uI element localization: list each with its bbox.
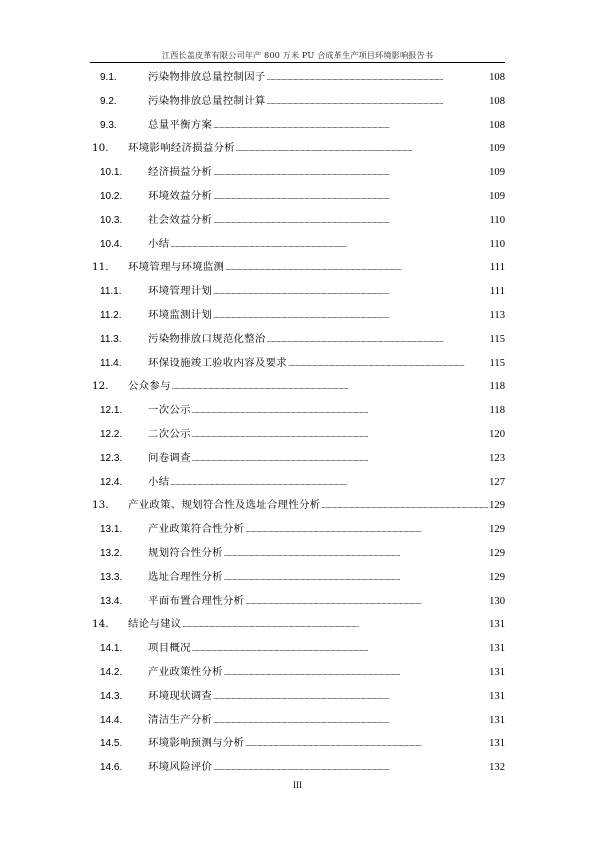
toc-entry-page: 115	[489, 357, 505, 369]
toc-entry[interactable]	[90, 496, 505, 514]
toc-entry[interactable]	[90, 711, 505, 729]
toc-entry-title[interactable]: 公众参与	[128, 380, 171, 393]
toc-dot-leader	[213, 214, 488, 226]
toc-entry-number: 13.4.	[100, 595, 123, 607]
toc-entry[interactable]	[90, 377, 505, 395]
toc-entry[interactable]	[90, 306, 505, 324]
toc-entry-title[interactable]: 平面布置合理性分析	[148, 594, 245, 607]
toc-entry[interactable]	[90, 449, 505, 467]
toc-entry-number: 12.3.	[100, 452, 123, 464]
toc-entry-number: 9.3.	[100, 119, 117, 131]
toc-dot-leader	[213, 761, 488, 773]
toc-entry-title[interactable]: 小结	[148, 475, 170, 488]
toc-entry-title[interactable]: 环境监测计划	[148, 309, 213, 321]
toc-entry[interactable]	[90, 68, 505, 86]
toc-dot-leader	[192, 452, 488, 464]
toc-dot-leader	[182, 618, 488, 630]
toc-dot-leader	[267, 95, 489, 107]
toc-entry-title[interactable]: 小结	[148, 237, 170, 250]
toc-entry[interactable]	[90, 92, 505, 110]
toc-entry-number: 14.5.	[100, 738, 123, 750]
toc-entry-number: 11.2.	[100, 310, 122, 321]
toc-entry-number: 14.6.	[100, 762, 123, 774]
toc-dot-leader	[213, 119, 488, 131]
toc-entry[interactable]	[90, 187, 505, 205]
toc-entry-page: 130	[489, 595, 505, 607]
toc-entry-page: 129	[489, 571, 505, 583]
toc-dot-leader	[192, 642, 488, 654]
toc-entry[interactable]	[90, 639, 505, 657]
toc-entry-title[interactable]: 项目概况	[148, 642, 191, 655]
toc-entry-number: 10.4.	[100, 238, 123, 250]
toc-entry-number: 14.3.	[100, 690, 123, 702]
toc-entry[interactable]	[90, 258, 505, 276]
toc-dot-leader	[224, 547, 488, 559]
toc-dot-leader	[225, 261, 489, 273]
toc-dot-leader	[245, 737, 488, 749]
toc-dot-leader	[245, 523, 488, 535]
toc-entry-page: 109	[489, 143, 505, 155]
toc-entry-page: 131	[489, 667, 505, 678]
header-rule	[90, 62, 505, 63]
toc-entry-number: 10.	[92, 142, 109, 155]
toc-entry-title[interactable]: 污染物排放总量控制计算	[148, 94, 266, 107]
toc-entry[interactable]	[90, 592, 505, 610]
toc-entry-title[interactable]: 社会效益分析	[148, 213, 213, 226]
toc-entry-title[interactable]: 环境影响经济损益分析	[128, 142, 235, 155]
page-number: III	[293, 780, 302, 790]
toc-dot-leader	[170, 476, 488, 488]
toc-entry[interactable]	[90, 568, 505, 586]
toc-entry[interactable]	[90, 758, 505, 776]
toc-entry[interactable]	[90, 687, 505, 705]
toc-entry-number: 11.	[92, 261, 109, 274]
toc-dot-leader	[170, 238, 488, 250]
toc-entry[interactable]	[90, 139, 505, 157]
toc-entry-page: 113	[489, 310, 505, 321]
toc-entry-number: 13.1.	[100, 524, 123, 536]
toc-entry[interactable]	[90, 734, 505, 752]
toc-entry-number: 13.2.	[100, 548, 123, 559]
toc-dot-leader	[213, 190, 488, 202]
toc-entry-number: 14.1.	[100, 643, 123, 655]
toc-dot-leader	[213, 309, 488, 321]
toc-entry-title[interactable]: 环保设施竣工验收内容及要求	[148, 356, 287, 369]
toc-entry-title[interactable]: 产业政策、规划符合性及选址合理性分析	[128, 499, 321, 512]
toc-entry-title[interactable]: 产业政策性分析	[148, 666, 223, 678]
toc-entry-title[interactable]: 环境现状调查	[148, 689, 213, 702]
toc-entry-title[interactable]: 产业政策符合性分析	[148, 523, 245, 536]
toc-entry[interactable]	[90, 615, 505, 633]
toc-entry-number: 13.	[92, 499, 109, 512]
toc-entry-title[interactable]: 经济损益分析	[148, 166, 213, 179]
toc-entry[interactable]	[90, 354, 505, 372]
toc-entry-page: 118	[489, 381, 505, 393]
toc-entry-number: 10.2.	[100, 191, 123, 202]
toc-entry-title[interactable]: 二次公示	[148, 428, 191, 440]
toc-entry[interactable]	[90, 282, 505, 300]
toc-entry-page: 115	[489, 333, 505, 345]
toc-entry-number: 9.1.	[100, 72, 117, 83]
toc-dot-leader	[213, 285, 489, 297]
header-text: 江西长盖皮革有限公司年产 800 万米 PU 合成革生产项目环境影响报告书	[161, 50, 434, 60]
toc-entry-page: 109	[489, 167, 505, 179]
toc-entry-title[interactable]: 环境影响预测与分析	[148, 737, 245, 750]
toc-dot-leader	[213, 166, 488, 178]
toc-entry[interactable]	[90, 163, 505, 181]
toc-entry-title[interactable]: 污染物排放口规范化整治	[148, 332, 266, 345]
toc-entry-title[interactable]: 环境管理计划	[148, 285, 213, 298]
toc-entry-page: 131	[489, 619, 505, 631]
toc-entry-number: 11.3.	[100, 333, 122, 345]
toc-entry-number: 12.1.	[100, 405, 123, 417]
toc-entry-page: 129	[489, 500, 505, 512]
toc-entry-page: 131	[489, 643, 505, 655]
toc-entry-number: 12.2.	[100, 429, 123, 440]
toc-entry-page: 131	[489, 714, 505, 726]
toc-entry-title[interactable]: 污染物排放总量控制因子	[148, 71, 266, 83]
toc-entry-page: 108	[489, 72, 505, 83]
toc-entry-page: 132	[489, 762, 505, 774]
toc-entry[interactable]	[90, 520, 505, 538]
toc-entry-page: 127	[489, 476, 505, 488]
toc-entry-number: 12.	[92, 380, 109, 393]
toc-entry[interactable]	[90, 211, 505, 229]
toc-entry-number: 14.2.	[100, 667, 123, 678]
toc-entry[interactable]	[90, 544, 505, 562]
toc-entry-title[interactable]: 结论与建议	[128, 618, 182, 631]
toc-dot-leader	[236, 142, 488, 154]
toc-dot-leader	[224, 666, 488, 678]
toc-entry-number: 9.2.	[100, 95, 117, 107]
toc-dot-leader	[321, 499, 488, 511]
toc-entry[interactable]	[90, 235, 505, 253]
toc-entry-number: 14.4.	[100, 714, 123, 726]
toc-entry-title[interactable]: 环境效益分析	[148, 190, 213, 202]
toc-dot-leader	[267, 333, 489, 345]
toc-entry-number: 11.4.	[100, 357, 122, 369]
toc-entry-title[interactable]: 规划符合性分析	[148, 547, 223, 559]
toc-entry-page: 123	[489, 452, 505, 464]
toc-entry-number: 10.3.	[100, 214, 123, 226]
toc-entry-page: 129	[489, 548, 505, 559]
toc-entry-title[interactable]: 问卷调查	[148, 451, 191, 464]
toc-dot-leader	[267, 71, 489, 83]
toc-entry-title[interactable]: 清洁生产分析	[148, 713, 213, 726]
toc-entry[interactable]	[90, 663, 505, 681]
toc-entry[interactable]	[90, 116, 505, 134]
toc-dot-leader	[224, 571, 488, 583]
toc-entry-page: 109	[489, 191, 505, 202]
toc-dot-leader	[213, 690, 488, 702]
toc-entry-page: 108	[489, 95, 505, 107]
toc-entry-number: 14.	[92, 618, 109, 631]
toc-entry-page: 110	[489, 214, 505, 226]
toc-entry-number: 11.1.	[100, 286, 122, 298]
toc-dot-leader	[192, 428, 488, 440]
toc-entry-title[interactable]: 环境管理与环境监测	[128, 261, 225, 274]
toc-entry[interactable]	[90, 330, 505, 348]
toc-entry-page: 108	[489, 119, 505, 131]
toc-dot-leader	[192, 404, 489, 416]
toc-entry-page: 131	[489, 738, 505, 750]
toc-entry-title[interactable]: 总量平衡方案	[148, 118, 213, 131]
toc-entry[interactable]	[90, 425, 505, 443]
toc-dot-leader	[172, 380, 489, 392]
toc-entry-page: 118	[489, 405, 505, 417]
toc-entry-number: 13.3.	[100, 571, 123, 583]
toc-entry-page: 111	[489, 262, 505, 274]
toc-dot-leader	[288, 357, 489, 369]
toc-entry-page: 120	[489, 429, 505, 440]
toc-entry-page: 129	[489, 524, 505, 536]
toc-entry-title[interactable]: 一次公示	[148, 404, 191, 417]
toc-dot-leader	[245, 595, 488, 607]
toc-entry-page: 131	[489, 690, 505, 702]
toc-entry-title[interactable]: 环境风险评价	[148, 761, 213, 774]
toc-dot-leader	[213, 714, 488, 726]
toc-entry[interactable]	[90, 401, 505, 419]
toc-entry-page: 111	[489, 286, 505, 298]
toc-entry-title[interactable]: 选址合理性分析	[148, 570, 223, 583]
toc-entry-page: 110	[489, 238, 505, 250]
toc-entry[interactable]	[90, 473, 505, 491]
toc-entry-number: 12.4.	[100, 476, 123, 488]
toc-entry-number: 10.1.	[100, 167, 123, 179]
